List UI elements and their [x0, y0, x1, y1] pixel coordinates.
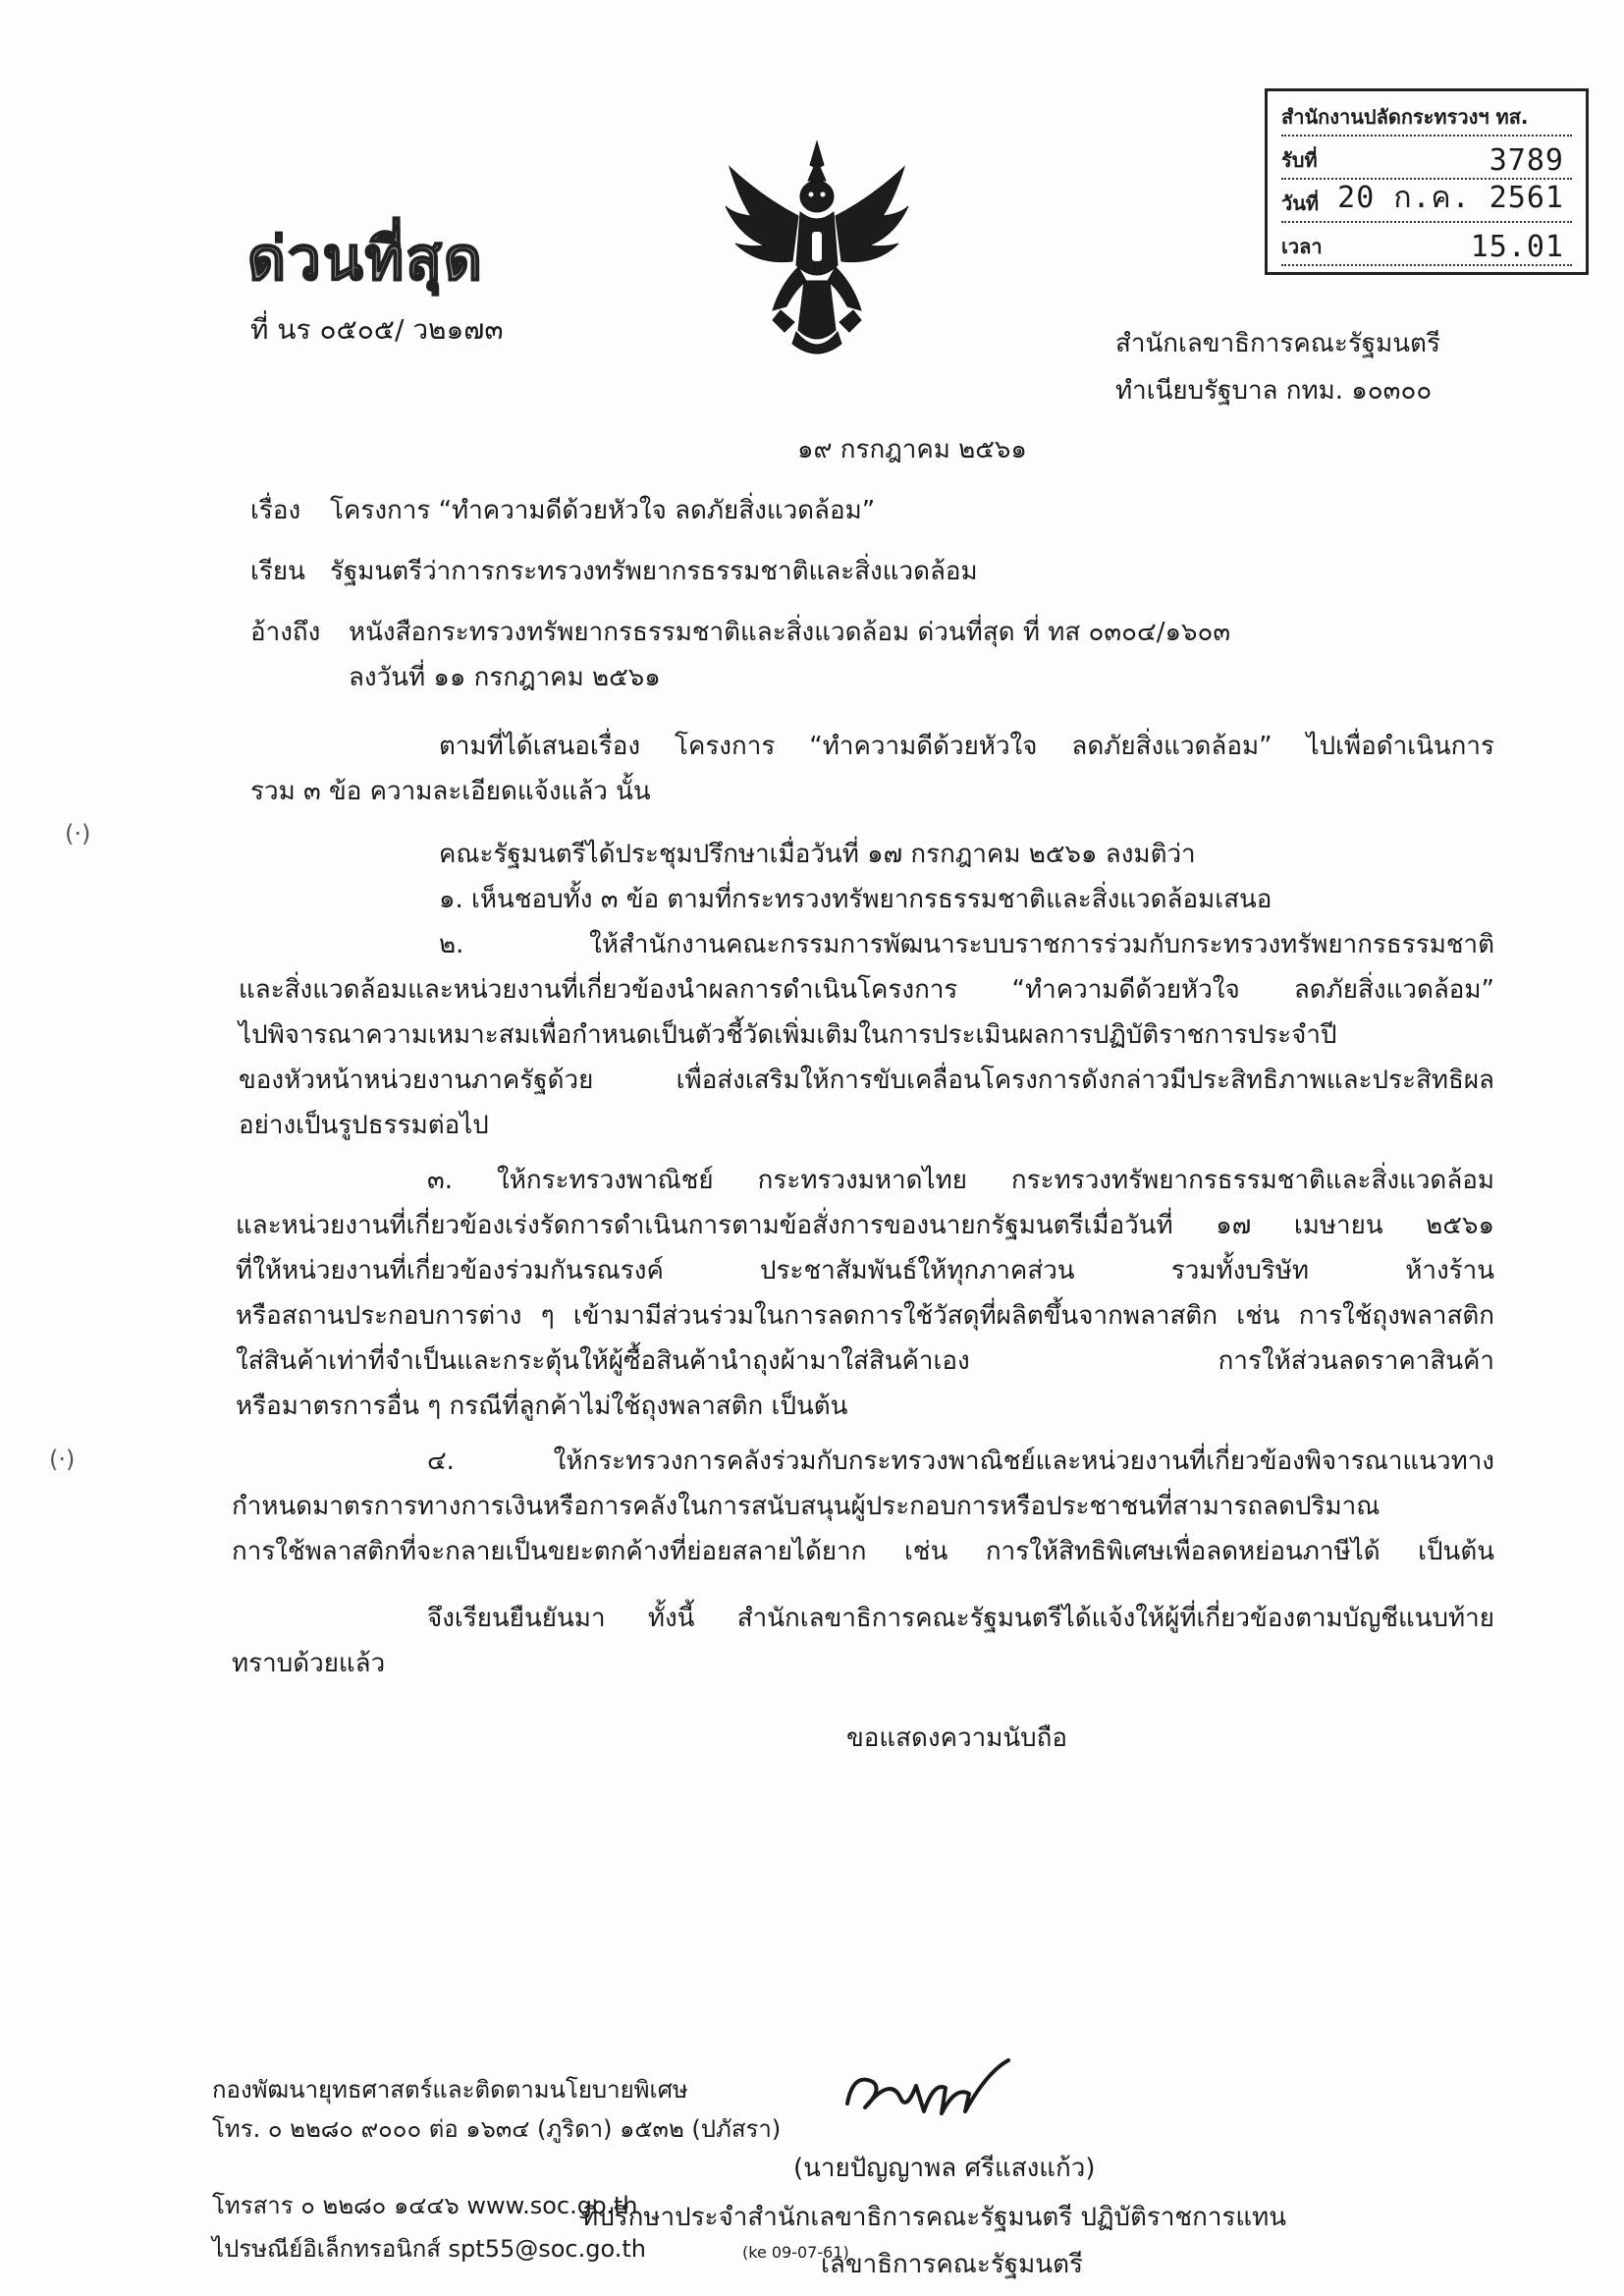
sender-address: ทำเนียบรัฐบาล กทม. ๑๐๓๐๐: [1115, 376, 1433, 406]
stamp-time-row: [1281, 225, 1572, 266]
scan-speck: (·): [65, 820, 91, 847]
stamp-receipt-label: รับที่: [1281, 148, 1318, 172]
item-2-line: และสิ่งแวดล้อมและหน่วยงานที่เกี่ยวข้องนำผลการดำเนินโครงการ “ทำความดีด้วยหัวใจ ลดภัยสิ่งแวดล้อม”: [239, 975, 1494, 1005]
signer-title: ที่ปรึกษาประจำสำนักเลขาธิการคณะรัฐมนตรี ปฏิบัติราชการแทน: [581, 2203, 1287, 2232]
subject-label: เรื่อง: [250, 496, 301, 525]
stamp-receipt-row: [1281, 138, 1572, 180]
recipient-label: เรียน: [250, 557, 305, 586]
item-1: ๑. เห็นชอบทั้ง ๓ ข้อ ตามที่กระทรวงทรัพยากรธรรมชาติและสิ่งแวดล้อมเสนอ: [439, 885, 1272, 914]
reference-label: อ้างถึง: [250, 618, 321, 647]
item-3-line: หรือสถานประกอบการต่าง ๆ เข้ามามีส่วนร่วมในการลดการใช้วัสดุที่ผลิตขึ้นจากพลาสติก เช่น การใช้ถุงพลาสติก: [236, 1301, 1494, 1331]
body-line: ตามที่ได้เสนอเรื่อง โครงการ “ทำความดีด้วยหัวใจ ลดภัยสิ่งแวดล้อม” ไปเพื่อดำเนินการ: [439, 732, 1494, 761]
subject: โครงการ “ทำความดีด้วยหัวใจ ลดภัยสิ่งแวดล้อม”: [330, 496, 876, 525]
stamp-time: 15.01: [1470, 230, 1564, 264]
urgent-stamp: ด่วนที่สุด: [247, 225, 484, 294]
item-4-line: กำหนดมาตรการทางการเงินหรือการคลังในการสนับสนุนผู้ประกอบการหรือประชาชนที่สามารถลดปริมาณ: [232, 1492, 1380, 1521]
recipient: รัฐมนตรีว่าการกระทรวงทรัพยากรธรรมชาติและสิ่งแวดล้อม: [330, 557, 978, 586]
signer-title: เลขาธิการคณะรัฐมนตรี: [821, 2250, 1083, 2279]
stamp-date-label: วันที่: [1281, 191, 1320, 215]
cabinet-resolution: คณะรัฐมนตรีได้ประชุมปรึกษาเมื่อวันที่ ๑๗ กรกฎาคม ๒๕๖๑ ลงมติว่า: [439, 840, 1196, 869]
footer-fax-web: โทรสาร ๐ ๒๒๘๐ ๑๔๔๖ www.soc.go.th: [212, 2192, 638, 2219]
stamp-office: สำนักงานปลัดกระทรวงฯ ทส.: [1281, 105, 1529, 129]
document-number: ที่ นร ๐๕๐๕/ ว๒๑๗๓: [250, 313, 504, 346]
stamp-date: 20 ก.ค. 2561: [1337, 181, 1564, 215]
body-line: รวม ๓ ข้อ ความละเอียดแจ้งแล้ว นั้น: [250, 777, 651, 806]
garuda-emblem-icon: [722, 137, 913, 358]
letter-date: ๑๙ กรกฎาคม ๒๕๖๑: [797, 435, 1027, 465]
item-3-line: หรือมาตรการอื่น ๆ กรณีที่ลูกค้าไม่ใช้ถุงพลาสติก เป็นต้น: [236, 1392, 848, 1421]
stamp-office-row: [1281, 95, 1572, 137]
item-4-line: การใช้พลาสติกที่จะกลายเป็นขยะตกค้างที่ย่อยสลายได้ยาก เช่น การให้สิทธิพิเศษเพื่อลดหย่อนภาษีได้ เป็นต้น: [232, 1537, 1494, 1566]
reference-line: ลงวันที่ ๑๑ กรกฎาคม ๒๕๖๑: [349, 663, 661, 692]
closing-line: ทราบด้วยแล้ว: [232, 1649, 386, 1678]
item-3-line: ๓. ให้กระทรวงพาณิชย์ กระทรวงมหาดไทย กระทรวงทรัพยากรธรรมชาติและสิ่งแวดล้อม: [427, 1166, 1494, 1195]
stamp-time-label: เวลา: [1281, 235, 1323, 258]
item-2-line: ของหัวหน้าหน่วยงานภาครัฐด้วย เพื่อส่งเสริมให้การขับเคลื่อนโครงการดังกล่าวมีประสิทธิภาพและประสิทธิผล: [239, 1066, 1494, 1095]
stamp-date-row: [1281, 182, 1572, 223]
signer-name: (นายปัญญาพล ศรีแสงแก้ว): [793, 2154, 1096, 2183]
footer-email: ไปรษณีย์อิเล็กทรอนิกส์ spt55@soc.go.th: [212, 2235, 646, 2263]
footer-reference-code: (ke 09-07-61): [742, 2243, 849, 2262]
stamp-receipt-number: 3789: [1489, 143, 1564, 178]
handwritten-signature: [839, 2043, 1016, 2131]
item-2-line: อย่างเป็นรูปธรรมต่อไป: [239, 1111, 489, 1140]
item-3-line: ใส่สินค้าเท่าที่จำเป็นและกระตุ้นให้ผู้ซื้อสินค้านำถุงผ้ามาใส่สินค้าเอง การให้ส่วนลดราคาสินค้า: [236, 1346, 1494, 1376]
scan-speck: (·): [49, 1446, 76, 1473]
closing-line: จึงเรียนยืนยันมา ทั้งนี้ สำนักเลขาธิการคณะรัฐมนตรีได้แจ้งให้ผู้ที่เกี่ยวข้องตามบัญชีแนบท้าย: [427, 1604, 1494, 1633]
footer-division: กองพัฒนายุทธศาสตร์และติดตามนโยบายพิเศษ: [212, 2076, 688, 2104]
item-3-line: และหน่วยงานที่เกี่ยวข้องเร่งรัดการดำเนินการตามข้อสั่งการของนายกรัฐมนตรีเมื่อวันที่ ๑๗ เมษายน ๒๕๖๑: [236, 1211, 1494, 1240]
item-3-line: ที่ให้หน่วยงานที่เกี่ยวข้องร่วมกันรณรงค์ ประชาสัมพันธ์ให้ทุกภาคส่วน รวมทั้งบริษัท ห้างร้าน: [236, 1256, 1494, 1285]
footer-telephone: โทร. ๐ ๒๒๘๐ ๙๐๐๐ ต่อ ๑๖๓๔ (ภูริดา) ๑๕๓๒ (ปภัสรา): [212, 2115, 782, 2143]
sender-organization: สำนักเลขาธิการคณะรัฐมนตรี: [1115, 329, 1440, 358]
receipt-stamp: [1265, 88, 1589, 275]
complimentary-close: ขอแสดงความนับถือ: [846, 1723, 1067, 1753]
item-4-line: ๔. ให้กระทรวงการคลังร่วมกับกระทรวงพาณิชย์และหน่วยงานที่เกี่ยวข้องพิจารณาแนวทาง: [427, 1447, 1494, 1476]
item-2-line: ๒. ให้สำนักงานคณะกรรมการพัฒนาระบบราชการร่วมกับกระทรวงทรัพยากรธรรมชาติ: [439, 930, 1494, 959]
item-2-line: ไปพิจารณาความเหมาะสมเพื่อกำหนดเป็นตัวชี้วัดเพิ่มเติมในการประเมินผลการปฏิบัติราชการประจำปี: [239, 1020, 1337, 1050]
reference-line: หนังสือกระทรวงทรัพยากรธรรมชาติและสิ่งแวดล้อม ด่วนที่สุด ที่ ทส ๐๓๐๔/๑๖๐๓: [349, 618, 1231, 647]
